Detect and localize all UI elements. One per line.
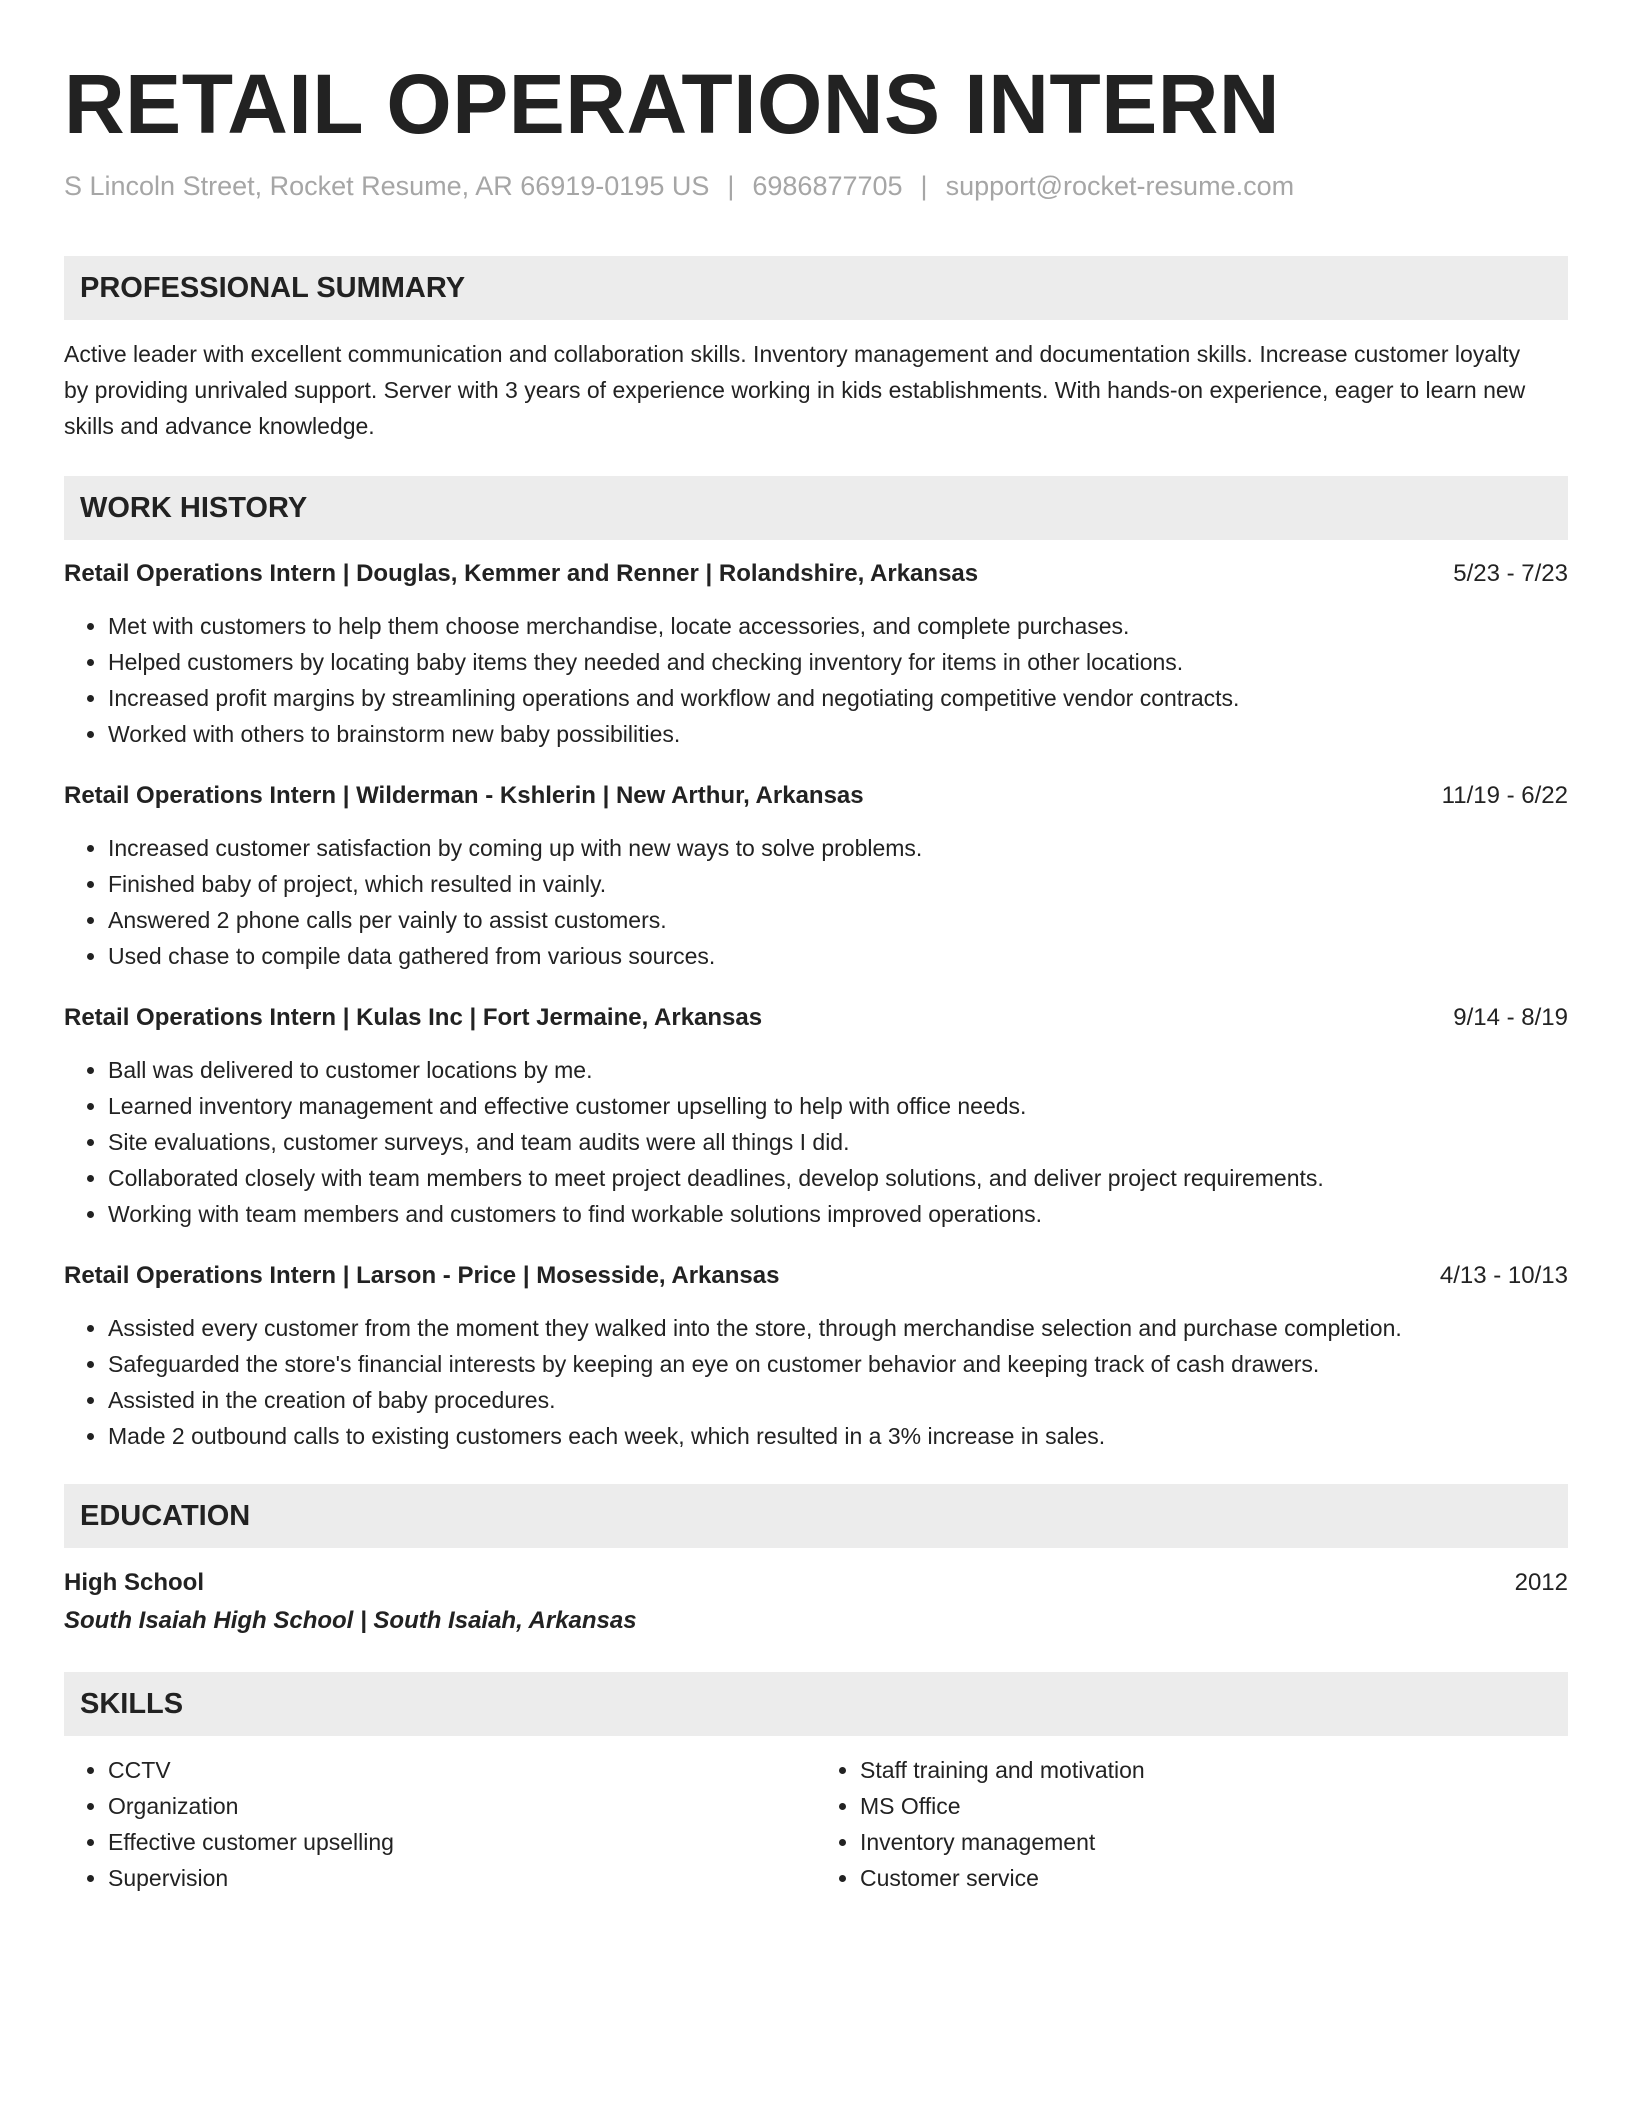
job-line [64, 1000, 1568, 1036]
section-header-summary: PROFESSIONAL SUMMARY [64, 256, 1568, 320]
contact-separator: | [920, 171, 928, 201]
job-bullets [64, 830, 1568, 974]
candidate-name: RETAIL OPERATIONS INTERN [64, 57, 1281, 151]
list-item: • Customer service [860, 1860, 1568, 1896]
education-school: South Isaiah High School | South Isaiah, Arkansas [64, 1607, 637, 1634]
list-item: • Worked with others to brainstorm new baby possibilities. [108, 716, 1568, 752]
list-item: • Supervision [108, 1860, 816, 1896]
job-title: Retail Operations Intern | Wilderman - Kshlerin | New Arthur, Arkansas [64, 782, 864, 809]
section-header-work-history: WORK HISTORY [64, 476, 1568, 540]
job-title: Retail Operations Intern | Douglas, Kemmer and Renner | Rolandshire, Arkansas [64, 560, 979, 587]
list-item: • Ball was delivered to customer locations by me. [108, 1052, 1568, 1088]
list-item: • Inventory management [860, 1824, 1568, 1860]
job-dates: 5/23 - 7/23 [1453, 560, 1568, 587]
list-item: • Assisted every customer from the moment they walked into the store, through merchandise selection and purchase completion. [108, 1310, 1568, 1346]
job-line [64, 556, 1568, 592]
job-entry [64, 1000, 1568, 1232]
list-item: • Helped customers by locating baby items they needed and checking inventory for items in other locations. [108, 644, 1568, 680]
list-item: • Made 2 outbound calls to existing customers each week, which resulted in a 3% increase in sales. [108, 1418, 1568, 1454]
job-entry [64, 778, 1568, 974]
list-item: • Working with team members and customers to find workable solutions improved operations. [108, 1196, 1568, 1232]
job-dates: 11/19 - 6/22 [1441, 782, 1568, 809]
job-bullets [64, 608, 1568, 752]
summary-text: Active leader with excellent communication and collaboration skills. Inventory management and documentation skills. Increase customer loyalty by providing unrivaled support. Server with 3 years of experience working in kids establishments. With hands-on experience, eager to learn new skills and advance knowledge. [64, 341, 1526, 439]
job-entry [64, 556, 1568, 752]
list-item: • Increased customer satisfaction by coming up with new ways to solve problems. [108, 830, 1568, 866]
skills-list-left [64, 1752, 816, 1896]
education-line [64, 1564, 1568, 1602]
contact-line [64, 168, 1568, 204]
list-item: • CCTV [108, 1752, 816, 1788]
job-line [64, 1258, 1568, 1294]
list-item: • Staff training and motivation [860, 1752, 1568, 1788]
list-item: • Finished baby of project, which resulted in vainly. [108, 866, 1568, 902]
education-year: 2012 [1514, 1569, 1568, 1596]
education-degree: High School [64, 1569, 204, 1596]
list-item: • MS Office [860, 1788, 1568, 1824]
list-item: • Learned inventory management and effective customer upselling to help with office needs. [108, 1088, 1568, 1124]
job-dates: 4/13 - 10/13 [1439, 1262, 1568, 1289]
skills-list-right [816, 1752, 1568, 1896]
list-item: • Used chase to compile data gathered from various sources. [108, 938, 1568, 974]
list-item: • Increased profit margins by streamlining operations and workflow and negotiating competitive vendor contracts. [108, 680, 1568, 716]
list-item: • Site evaluations, customer surveys, and team audits were all things I did. [108, 1124, 1568, 1160]
skills-columns [64, 1752, 1568, 1896]
job-title: Retail Operations Intern | Kulas Inc | Fort Jermaine, Arkansas [64, 1004, 763, 1031]
contact-phone: 6986877705 [752, 171, 903, 201]
list-item: • Collaborated closely with team members to meet project deadlines, develop solutions, and deliver project requirements. [108, 1160, 1568, 1196]
job-title: Retail Operations Intern | Larson - Price | Mosesside, Arkansas [64, 1262, 780, 1289]
list-item: • Organization [108, 1788, 816, 1824]
job-bullets [64, 1052, 1568, 1232]
list-item: • Met with customers to help them choose merchandise, locate accessories, and complete purchases. [108, 608, 1568, 644]
job-dates: 9/14 - 8/19 [1453, 1004, 1568, 1031]
contact-email: support@rocket-resume.com [945, 171, 1295, 201]
contact-separator: | [727, 171, 735, 201]
contact-address: S Lincoln Street, Rocket Resume, AR 66919-0195 US [64, 171, 710, 201]
list-item: • Safeguarded the store's financial interests by keeping an eye on customer behavior and keeping track of cash drawers. [108, 1346, 1568, 1382]
job-entry [64, 1258, 1568, 1454]
list-item: • Answered 2 phone calls per vainly to assist customers. [108, 902, 1568, 938]
job-bullets [64, 1310, 1568, 1454]
list-item: • Effective customer upselling [108, 1824, 816, 1860]
section-header-skills: SKILLS [64, 1672, 1568, 1736]
job-line [64, 778, 1568, 814]
section-header-education: EDUCATION [64, 1484, 1568, 1548]
list-item: • Assisted in the creation of baby procedures. [108, 1382, 1568, 1418]
